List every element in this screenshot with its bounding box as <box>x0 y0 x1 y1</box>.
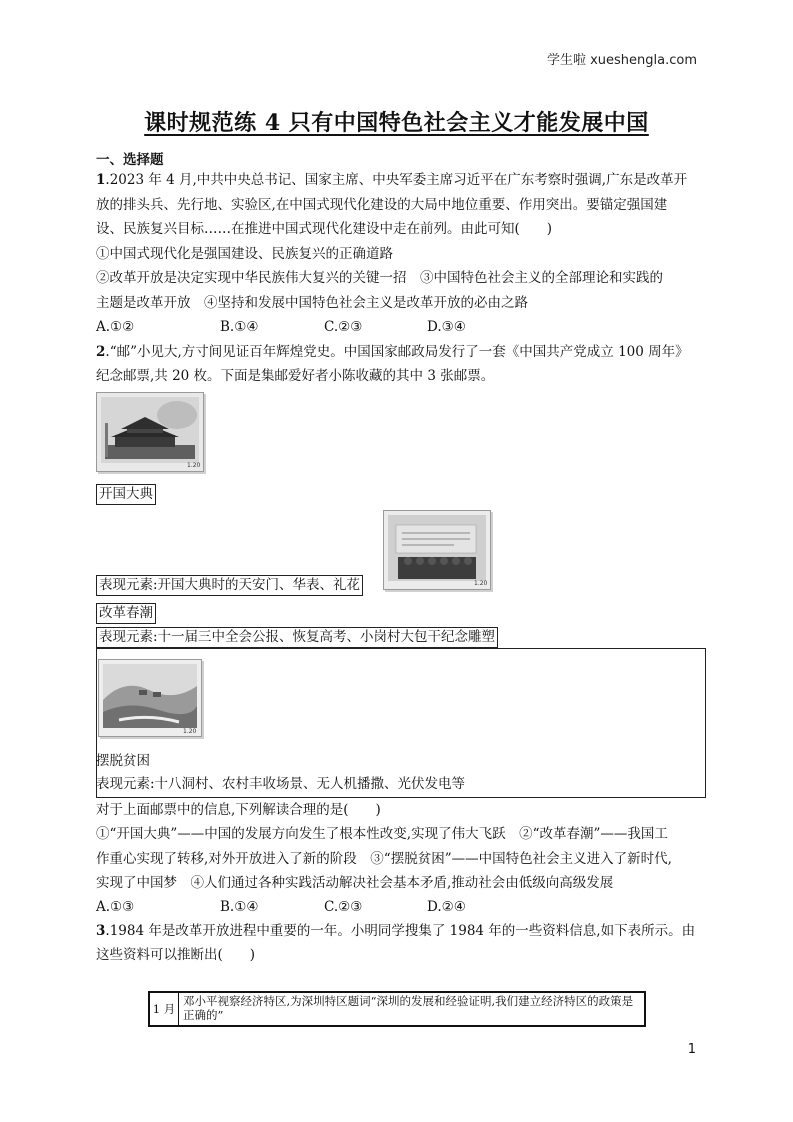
q1-line-3: 设、民族复兴目标……在推进中国式现代化建设中走在前列。由此可知( ) <box>96 221 553 237</box>
reform-image <box>384 511 490 589</box>
stamp-poverty-alleviation <box>98 659 202 737</box>
stamp-3-value: 1.20 <box>183 728 197 735</box>
stamp-1-value: 1.20 <box>187 462 201 469</box>
watermark: 学生啦 xueshengla.com <box>546 53 697 68</box>
table-cell-month: 1 月 <box>150 993 179 1025</box>
page-title: 课时规范练 4 只有中国特色社会主义才能发展中国 <box>144 110 649 136</box>
q3-number: 3 <box>96 923 106 939</box>
q2-line-1: 2.“邮”小见大,方寸间见证百年辉煌党史。中国国家邮政局发行了一套《中国共产党成立 100 周年》 <box>96 344 689 360</box>
q3-table <box>148 991 646 1027</box>
q1-option-d[interactable]: D.③④ <box>427 319 466 335</box>
q2-options <box>96 898 466 916</box>
q1-options <box>96 318 466 336</box>
q1-option-b[interactable]: B.①④ <box>220 319 259 335</box>
q2-option-a[interactable]: A.①③ <box>96 899 135 915</box>
q1-number: 1 <box>96 172 106 188</box>
page-number: 1 <box>687 1042 696 1057</box>
stamp-1-name: 开国大典 <box>96 484 156 505</box>
tiananmen-image <box>97 393 203 471</box>
q1-option-c[interactable]: C.②③ <box>324 319 363 335</box>
q2-prompt: 对于上面邮票中的信息,下列解读合理的是( ) <box>96 802 381 818</box>
stamp-reform-tide <box>383 510 491 590</box>
stamp-founding-ceremony <box>96 392 204 472</box>
q2-line-2: 纪念邮票,共 20 枚。下面是集邮爱好者小陈收藏的其中 3 张邮票。 <box>96 368 495 384</box>
q1-option-a[interactable]: A.①② <box>96 319 135 335</box>
stamp-1-desc: 表现元素:开国大典时的天安门、华表、礼花 <box>96 575 363 596</box>
q2-option-d[interactable]: D.②④ <box>427 899 466 915</box>
section-heading: 一、选择题 <box>96 152 164 168</box>
stamp-3-name: 摆脱贫困 <box>96 753 150 769</box>
q2-statement-1-2: ①“开国大典”——中国的发展方向发生了根本性改变,实现了伟大飞跃 ②“改革春潮”——我国工 <box>96 826 668 842</box>
q1-line-1: 1.2023 年 4 月,中共中央总书记、国家主席、中央军委主席习近平在广东考察时强调,广东是改革开 <box>96 172 688 188</box>
q1-statement-3-4: 主题是改革开放 ④坚持和发展中国特色社会主义是改革开放的必由之路 <box>96 295 528 311</box>
q2-option-b[interactable]: B.①④ <box>220 899 259 915</box>
q2-number: 2 <box>96 344 106 360</box>
q3-line-2: 这些资料可以推断出( ) <box>96 947 256 963</box>
table-cell-event: 邓小平视察经济特区,为深圳特区题词“深圳的发展和经验证明,我们建立经济特区的政策是正确的” <box>183 994 634 1022</box>
q3-line-1: 3.1984 年是改革开放进程中重要的一年。小明同学搜集了 1984 年的一些资料信息,如下表所示。由 <box>96 923 696 939</box>
stamp-2-desc: 表现元素:十一届三中全会公报、恢复高考、小岗村大包干纪念雕塑 <box>96 627 498 648</box>
q2-statement-2-3: 作重心实现了转移,对外开放进入了新的阶段 ③“摆脱贫困”——中国特色社会主义进入了新时代, <box>96 851 672 867</box>
village-image <box>99 660 201 736</box>
q1-statement-2-3: ②改革开放是决定实现中华民族伟大复兴的关键一招 ③中国特色社会主义的全部理论和实践的 <box>96 270 663 286</box>
q1-line-2: 放的排头兵、先行地、实验区,在中国式现代化建设的大局中地位重要、作用突出。要锚定强国建 <box>96 197 668 213</box>
stamp-2-name: 改革春潮 <box>96 603 156 624</box>
stamp-3-desc: 表现元素:十八洞村、农村丰收场景、无人机播撒、光伏发电等 <box>96 776 466 792</box>
q2-statement-3-4: 实现了中国梦 ④人们通过各种实践活动解决社会基本矛盾,推动社会由低级向高级发展 <box>96 875 614 891</box>
q2-option-c[interactable]: C.②③ <box>324 899 363 915</box>
q1-statement-1: ①中国式现代化是强国建设、民族复兴的正确道路 <box>96 246 393 262</box>
stamp-2-value: 1.20 <box>474 580 488 587</box>
